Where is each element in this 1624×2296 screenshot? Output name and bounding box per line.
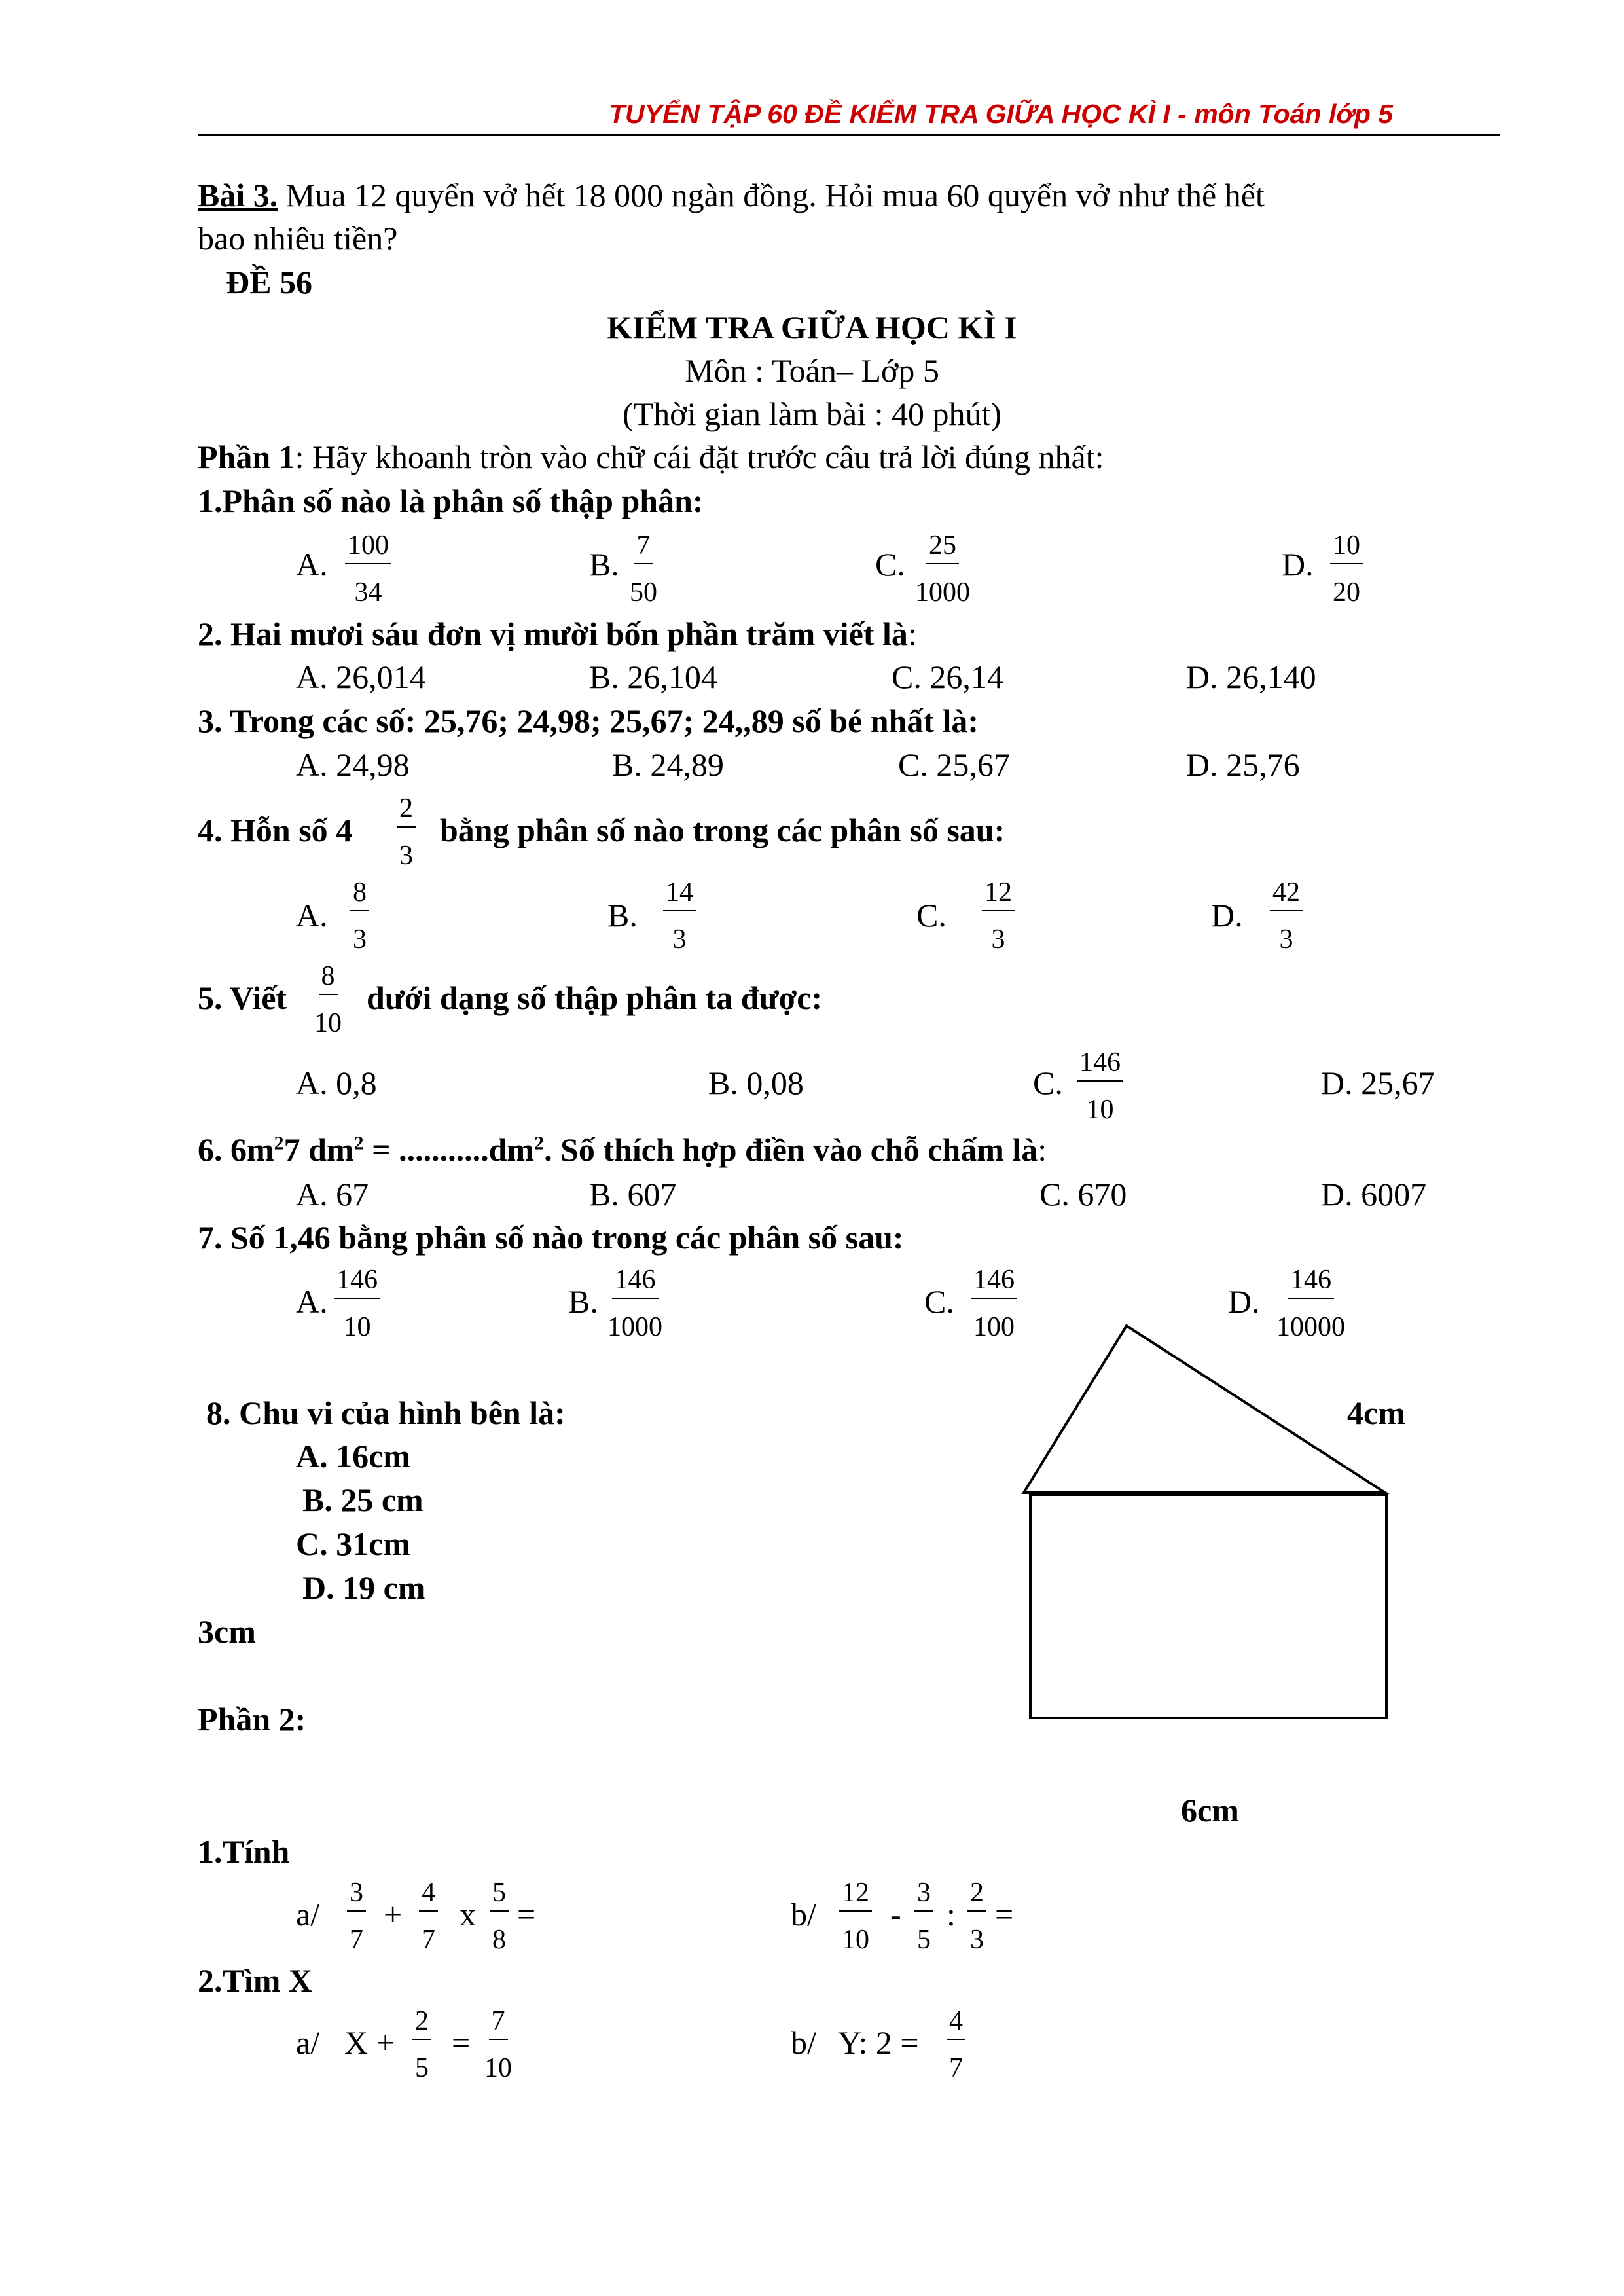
q4-d-label: D. xyxy=(1211,897,1243,934)
calc-b-label: b/ xyxy=(791,1896,816,1933)
q5-c-label: C. xyxy=(1033,1065,1063,1101)
q2-question: 2. Hai mươi sáu đơn vị mười bốn phần trăm viết là: xyxy=(198,615,917,652)
bai3-line2: bao nhiêu tiền? xyxy=(198,220,398,257)
q6-option-b: B. 607 xyxy=(589,1176,677,1212)
q2-option-a: A. 26,014 xyxy=(296,659,426,695)
q7-a-fraction: $\frac{146}{10}$ xyxy=(334,1265,380,1342)
q6-option-c: C. 670 xyxy=(1039,1176,1127,1212)
part1-text: : Hãy khoanh tròn vào chữ cái đặt trước câu trả lời đúng nhất: xyxy=(295,439,1104,475)
bai3-text: Mua 12 quyển vở hết 18 000 ngàn đồng. Hỏi mua 60 quyển vở như thế hết xyxy=(278,177,1265,213)
q4-b-fraction: $\frac{14}{3}$ xyxy=(663,877,696,955)
q2-option-d: D. 26,140 xyxy=(1186,659,1316,695)
q8-height-label: 3cm xyxy=(198,1613,256,1650)
q7-question: 7. Số 1,46 bằng phân số nào trong các phân số sau: xyxy=(198,1219,904,1256)
q8-width-label: 6cm xyxy=(1181,1792,1239,1829)
q4-post: bằng phân số nào trong các phân số sau: xyxy=(440,812,1005,848)
q1-c-label: C. xyxy=(875,546,905,583)
q8-option-b: B. 25 cm xyxy=(302,1482,424,1518)
q3-option-d: D. 25,76 xyxy=(1186,746,1300,783)
q2-option-b: B. 26,104 xyxy=(589,659,717,695)
findx-a-equals: = xyxy=(452,2024,471,2061)
q5-c-fraction: $\frac{146}{10}$ xyxy=(1077,1048,1123,1125)
document-header: TUYỂN TẬP 60 ĐỀ KIỂM TRA GIỮA HỌC KÌ I - môn Toán lớp 5 xyxy=(609,99,1394,129)
q4-a-fraction: $\frac{8}{3}$ xyxy=(350,877,369,955)
calc-a-fraction-2: $\frac{4}{7}$ xyxy=(419,1878,438,1955)
part1-label: Phần 1 xyxy=(198,439,295,475)
q4-c-fraction: $\frac{12}{3}$ xyxy=(982,877,1015,955)
exam-duration: (Thời gian làm bài : 40 phút) xyxy=(622,395,1002,432)
calc-title: 1.Tính xyxy=(198,1833,290,1870)
bai3-label: Bài 3. xyxy=(198,177,278,213)
q3-option-c: C. 25,67 xyxy=(898,746,1010,783)
q4-c-label: C. xyxy=(916,897,947,934)
q4-mixed-fraction: $\frac{2}{3}$ xyxy=(397,793,416,871)
calc-b-fraction-3: $\frac{2}{3}$ xyxy=(967,1878,986,1955)
q4-d-fraction: $\frac{42}{3}$ xyxy=(1270,877,1303,955)
q1-c-fraction: $\frac{25}{1000}$ xyxy=(915,530,970,608)
q6-option-d: D. 6007 xyxy=(1321,1176,1427,1212)
q8-option-c: C. 31cm xyxy=(296,1525,410,1562)
q8-side-label: 4cm xyxy=(1347,1394,1405,1431)
header-rule xyxy=(198,134,1500,136)
q7-b-label: B. xyxy=(568,1283,598,1320)
findx-a-fraction-2: $\frac{7}{10}$ xyxy=(484,2006,512,2083)
findx-b-fraction: $\frac{4}{7}$ xyxy=(947,2006,965,2083)
q5-option-d: D. 25,67 xyxy=(1321,1065,1435,1101)
q7-b-fraction: $\frac{146}{1000}$ xyxy=(607,1265,662,1342)
calc-a-fraction-1: $\frac{3}{7}$ xyxy=(347,1878,366,1955)
part1-instruction xyxy=(198,437,1104,477)
calc-a-op2: x xyxy=(460,1896,476,1933)
findx-b-expr: Y: 2 = xyxy=(838,2024,919,2061)
calc-a-equals: = xyxy=(517,1896,536,1933)
q1-a-fraction: $\frac{100}{34}$ xyxy=(345,530,391,608)
calc-b-fraction-2: $\frac{3}{5}$ xyxy=(914,1878,933,1955)
findx-a-expr: X + xyxy=(344,2024,395,2061)
q7-c-fraction: $\frac{146}{100}$ xyxy=(971,1265,1017,1342)
q4-b-label: B. xyxy=(607,897,638,934)
q8-option-d: D. 19 cm xyxy=(302,1569,425,1606)
findx-a-label: a/ xyxy=(296,2024,320,2061)
q7-c-label: C. xyxy=(924,1283,954,1320)
q8-question: 8. Chu vi của hình bên là: xyxy=(206,1394,566,1431)
part2-label: Phần 2: xyxy=(198,1701,306,1738)
findx-a-fraction-1: $\frac{2}{5}$ xyxy=(412,2006,431,2083)
calc-a-op1: + xyxy=(384,1896,403,1933)
calc-a-label: a/ xyxy=(296,1896,320,1933)
q5-option-a: A. 0,8 xyxy=(296,1065,377,1101)
q1-b-fraction: $\frac{7}{50}$ xyxy=(630,530,657,608)
exam-code: ĐỀ 56 xyxy=(226,264,312,301)
q3-option-b: B. 24,89 xyxy=(612,746,724,783)
q1-b-label: B. xyxy=(589,546,619,583)
q8-option-a: A. 16cm xyxy=(296,1438,410,1474)
q6-option-a: A. 67 xyxy=(296,1176,369,1212)
q1-d-label: D. xyxy=(1282,546,1314,583)
q4-a-label: A. xyxy=(296,897,328,934)
q1-d-fraction: $\frac{10}{20}$ xyxy=(1330,530,1363,608)
calc-b-fraction-1: $\frac{12}{10}$ xyxy=(839,1878,872,1955)
q5-option-b: B. 0,08 xyxy=(708,1065,804,1101)
q4-pre: 4. Hỗn số 4 xyxy=(198,812,353,848)
calc-b-equals: = xyxy=(995,1896,1014,1933)
q3-question: 3. Trong các số: 25,76; 24,98; 25,67; 24,,89 số bé nhất là: xyxy=(198,702,979,739)
bai3-line1 xyxy=(198,175,1265,215)
q1-a-label: A. xyxy=(296,546,328,583)
q7-d-label: D. xyxy=(1228,1283,1260,1320)
calc-a-fraction-3: $\frac{5}{8}$ xyxy=(490,1878,509,1955)
q3-option-a: A. 24,98 xyxy=(296,746,410,783)
findx-title: 2.Tìm X xyxy=(198,1962,312,1999)
q1-question: 1.Phân số nào là phân số thập phân: xyxy=(198,483,704,519)
q7-d-fraction: $\frac{146}{10000}$ xyxy=(1276,1265,1345,1342)
calc-b-op1: - xyxy=(890,1896,901,1933)
exam-title: KIỂM TRA GIỮA HỌC KÌ I xyxy=(607,309,1017,346)
q5-pre: 5. Viết xyxy=(198,979,287,1016)
q7-a-label: A. xyxy=(296,1283,328,1320)
q2-option-c: C. 26,14 xyxy=(892,659,1003,695)
q5-fraction: $\frac{8}{10}$ xyxy=(314,961,342,1038)
rectangle-body xyxy=(1030,1495,1386,1718)
house-figure xyxy=(1008,1316,1401,1735)
calc-b-op2: : xyxy=(947,1896,956,1933)
triangle-roof xyxy=(1024,1326,1385,1493)
findx-b-label: b/ xyxy=(791,2024,816,2061)
q5-post: dưới dạng số thập phân ta được: xyxy=(367,979,823,1016)
q6-question: 6. $6m^27$ $dm^2 = ...........dm^2$. Số thích hợp điền vào chỗ chấm là: xyxy=(198,1131,1047,1168)
exam-subject: Môn : Toán– Lớp 5 xyxy=(685,352,939,389)
